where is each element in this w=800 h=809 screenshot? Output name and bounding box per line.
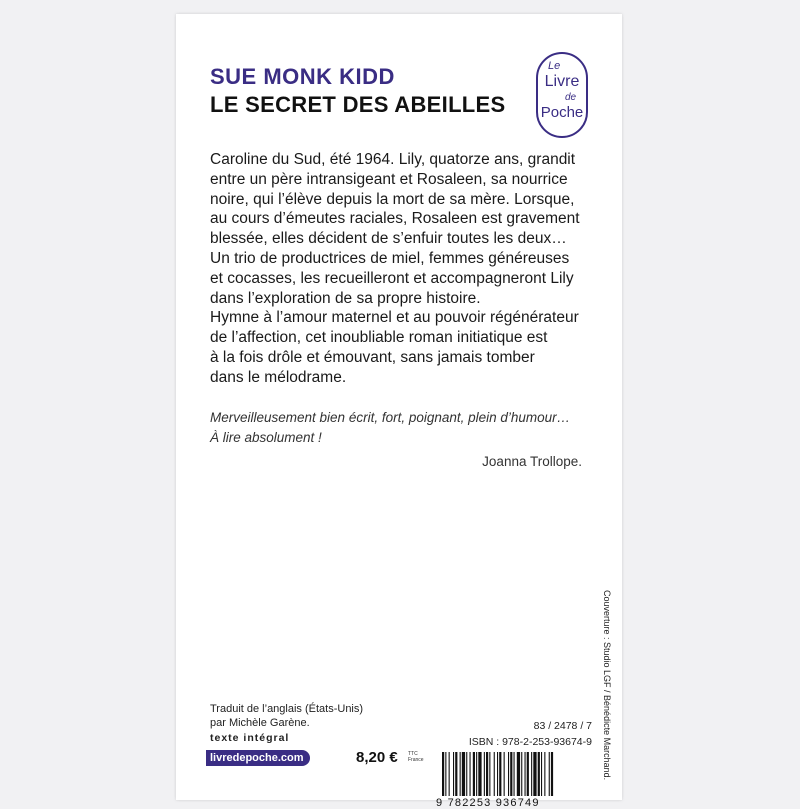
synopsis-line: Caroline du Sud, été 1964. Lily, quatorze ans, grandit <box>210 151 576 168</box>
barcode-bars <box>438 752 598 798</box>
logo-poche: Poche <box>540 104 584 121</box>
synopsis-line: dans l’exploration de sa propre histoire. <box>210 289 481 307</box>
synopsis <box>210 150 620 388</box>
quote-line: Merveilleusement bien écrit, fort, poignant, plein d’humour… <box>210 410 571 425</box>
synopsis-line: de l’affection, cet inoubliable roman initiatique est <box>210 329 548 347</box>
review-quote <box>210 408 610 448</box>
website-link[interactable]: livredepoche.com <box>206 750 310 766</box>
barcode-digits: 9 782253 936749 <box>436 797 540 809</box>
synopsis-line: noire, qui l’élève depuis la mort de sa mère. Lorsque, <box>210 190 575 208</box>
synopsis-line: et cocasses, les recueilleront et accompagneront Lily <box>210 269 574 287</box>
author-name: SUE MONK KIDD <box>210 64 395 89</box>
price-note-country: France <box>408 757 424 763</box>
isbn: ISBN : 978-2-253-93674-9 <box>468 736 592 748</box>
synopsis-line: à la fois drôle et émouvant, sans jamais tomber <box>210 348 535 366</box>
price: 8,20 € <box>356 749 398 766</box>
barcode <box>438 752 598 798</box>
book-title: LE SECRET DES ABEILLES <box>210 92 506 117</box>
quote-line: À lire absolument ! <box>210 430 322 445</box>
synopsis-line: Hymne à l’amour maternel et au pouvoir régénérateur <box>210 309 579 327</box>
catalog-code: 83 / 2478 / 7 <box>533 720 592 732</box>
synopsis-line: blessée, elles décident de s’enfuir toutes les deux… <box>210 230 567 248</box>
synopsis-line: dans le mélodrame. <box>210 368 347 386</box>
logo-le: Le <box>548 60 561 72</box>
cover-credits: Couverture : Studio LGF / Bénédicte Marchand. <box>602 590 612 781</box>
book-back-cover <box>176 14 622 809</box>
synopsis-line: entre un père intransigeant et Rosaleen, sa nourrice <box>210 170 568 188</box>
price-note <box>408 751 424 763</box>
publisher-logo <box>536 52 588 138</box>
translation-line: Traduit de l’anglais (États-Unis) <box>210 703 364 715</box>
translation-line: par Michèle Garène. <box>210 717 310 729</box>
logo-livre: Livre <box>544 73 580 90</box>
synopsis-line: au cours d’émeutes raciales, Rosaleen est gravement <box>210 210 580 228</box>
synopsis-line: Un trio de productrices de miel, femmes généreuses <box>210 249 570 267</box>
integral-text-label: texte intégral <box>210 732 290 744</box>
translation-credit <box>210 702 363 730</box>
quote-author: Joanna Trollope. <box>482 454 582 469</box>
price-note-ttc: TTC <box>408 751 418 757</box>
logo-de: de <box>565 92 577 103</box>
